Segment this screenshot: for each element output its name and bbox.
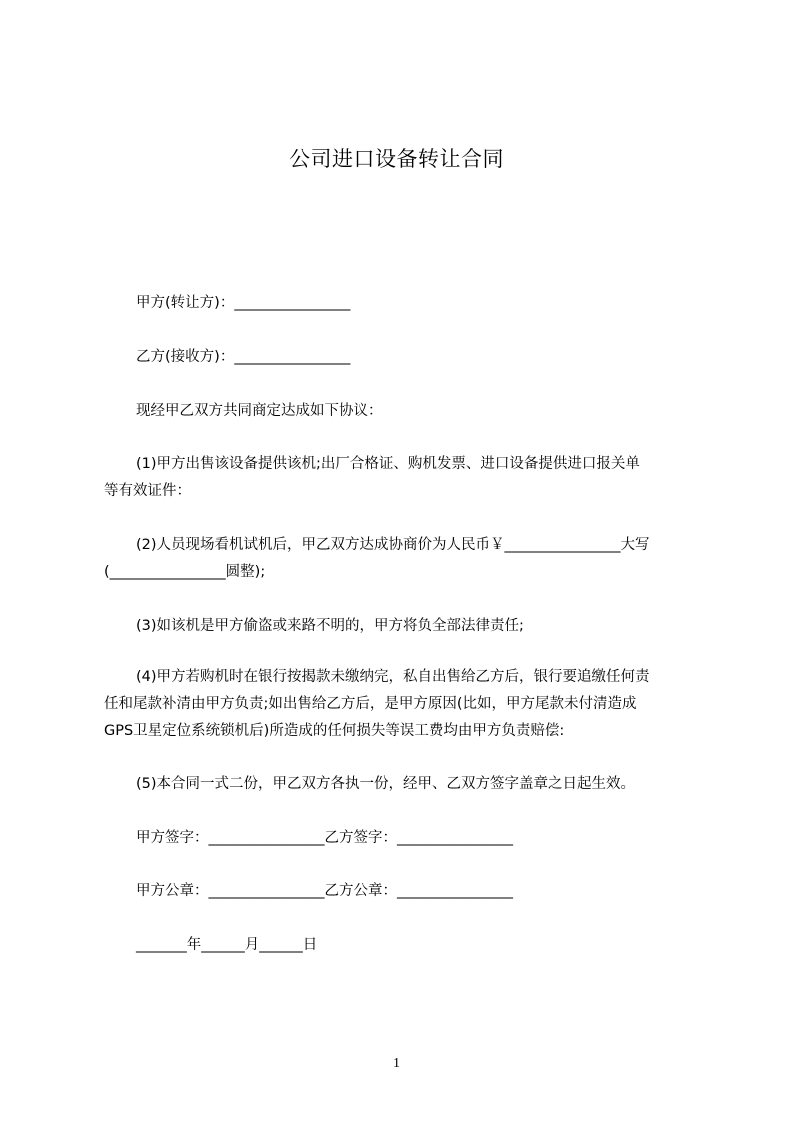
clause-5: (5)本合同一式二份，甲乙双方各执一份，经甲、乙双方签字盖章之日起生效。 (136, 776, 636, 792)
clause-3: (3)如该机是甲方偷盗或来路不明的，甲方将负全部法律责任; (136, 618, 524, 634)
clause-4-line-1: (4)甲方若购机时在银行按揭款未缴纳完，私自出售给乙方后，银行要追缴任何责 (136, 669, 650, 685)
clause-4-line-2: 任和尾款补清由甲方负责;如出售给乙方后，是甲方原因(比如，甲方尾款未付清造成 (104, 696, 637, 712)
document-title: 公司进口设备转让合同 (289, 147, 504, 171)
clause-1-line-2: 等有效证件： (104, 483, 191, 499)
page-number: 1 (393, 1056, 400, 1071)
date-row: _______年______月______日 (136, 937, 318, 953)
clause-1-line-1: (1)甲方出售该设备提供该机;出厂合格证、购机发票、进口设备提供进口报关单 (136, 456, 640, 472)
party-a-line: 甲方(转让方)：________________ (136, 295, 351, 311)
intro-text: 现经甲乙双方共同商定达成如下协议： (136, 403, 383, 419)
signature-row: 甲方签字：________________乙方签字：________________ (136, 830, 513, 846)
seal-row: 甲方公章：________________乙方公章：________________ (136, 883, 513, 899)
clause-4-line-3: GPS卫星定位系统锁机后)所造成的任何损失等误工费均由甲方负责赔偿: (104, 723, 565, 739)
clause-2-line-1: (2)人员现场看机试机后，甲乙双方达成协商价为人民币￥________________大写 (136, 537, 650, 553)
clause-2-line-2: (________________圆整); (104, 564, 266, 580)
party-b-line: 乙方(接收方)：________________ (136, 349, 351, 365)
